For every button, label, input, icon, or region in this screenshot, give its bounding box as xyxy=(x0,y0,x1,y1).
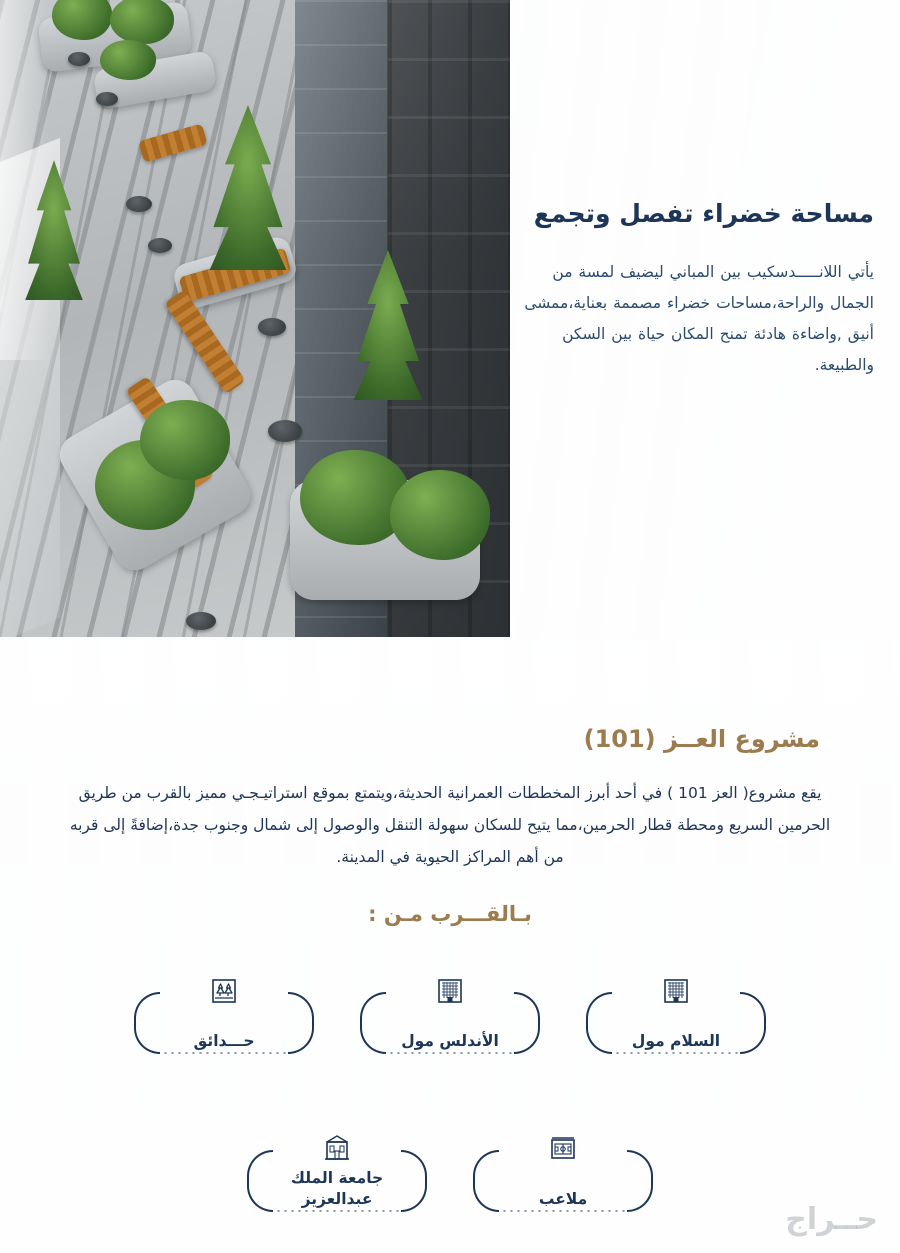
chip-label: الأندلس مول xyxy=(401,1032,499,1051)
chip-bracket-right xyxy=(627,1150,653,1212)
chip-bracket-left xyxy=(247,1150,273,1212)
stadium-icon xyxy=(543,1128,583,1168)
chip-bracket-left xyxy=(473,1150,499,1212)
stool-7 xyxy=(68,52,90,66)
chip-bracket-right xyxy=(740,992,766,1054)
nearby-chip-row-2 xyxy=(0,1134,900,1220)
nearby-chip-king-abdulaziz-university[interactable] xyxy=(247,1134,427,1220)
stool-4 xyxy=(258,318,286,336)
chip-dotted-line xyxy=(162,1052,286,1054)
stool-2 xyxy=(126,196,152,212)
chip-bracket-right xyxy=(288,992,314,1054)
top-title: مساحة خضراء تفصل وتجمع xyxy=(533,199,874,228)
nearby-chip-salam-mall[interactable] xyxy=(586,976,766,1062)
chip-bracket-right xyxy=(514,992,540,1054)
bottom-section xyxy=(0,640,900,1253)
stool-3 xyxy=(148,238,172,253)
chip-dotted-line xyxy=(614,1052,738,1054)
project-description: يقع مشروع( العز 101 ) في أحد أبرز المخططات العمرانية الحديثة،ويتمتع بموقع استراتيـجـي مميز بالقرب من طريق الحرمين السريع ومحطة قطار الحرمين،مما يتيح للسكان سهولة التنقل والوصول إلى شمال وجنوب جدة،إضافةً إلى قربه من أهم المراكز الحيوية في المدينة. xyxy=(69,784,831,866)
chip-label: حـــدائق xyxy=(193,1032,255,1051)
nearby-chip-parks[interactable] xyxy=(134,976,314,1062)
stool-1 xyxy=(96,92,118,106)
nearby-chip-playgrounds[interactable] xyxy=(473,1134,653,1220)
nearby-chip-row-1 xyxy=(0,976,900,1062)
chip-label: جامعة الملك عبدالعزيز xyxy=(290,1169,384,1209)
shrub-7 xyxy=(390,470,490,560)
watermark-logo: حــراج xyxy=(785,1202,878,1237)
shrub-2 xyxy=(110,0,174,44)
shrub-3 xyxy=(100,40,156,80)
university-icon xyxy=(317,1128,357,1168)
top-text-block xyxy=(514,196,874,381)
mall-building-icon xyxy=(430,970,470,1010)
stool-5 xyxy=(268,420,302,442)
chip-dotted-line xyxy=(275,1210,399,1212)
chip-bracket-left xyxy=(586,992,612,1054)
project-title: مشروع العــز (101) xyxy=(583,725,820,753)
chip-dotted-line xyxy=(388,1052,512,1054)
top-body: يأتي اللانـــــدسكيب بين المباني ليضيف لمسة من الجمال والراحة،مساحات خضراء مصممة بعناية،ممشى أنيق ,واضاءة هادئة تمنح المكان حياة بين السكن والطبيعة. xyxy=(524,263,874,374)
park-trees-icon xyxy=(204,970,244,1010)
chip-bracket-right xyxy=(401,1150,427,1212)
chip-bracket-left xyxy=(134,992,160,1054)
chip-bracket-left xyxy=(360,992,386,1054)
chip-dotted-line xyxy=(501,1210,625,1212)
nearby-heading: بـالقـــرب مـن : xyxy=(368,902,532,926)
mall-building-icon xyxy=(656,970,696,1010)
stool-6 xyxy=(186,612,216,630)
nearby-chip-andalus-mall[interactable] xyxy=(360,976,540,1062)
landscape-photo xyxy=(0,0,510,637)
chip-label: السلام مول xyxy=(631,1032,721,1051)
shrub-5 xyxy=(140,400,230,480)
chip-label: ملاعب xyxy=(538,1190,588,1209)
